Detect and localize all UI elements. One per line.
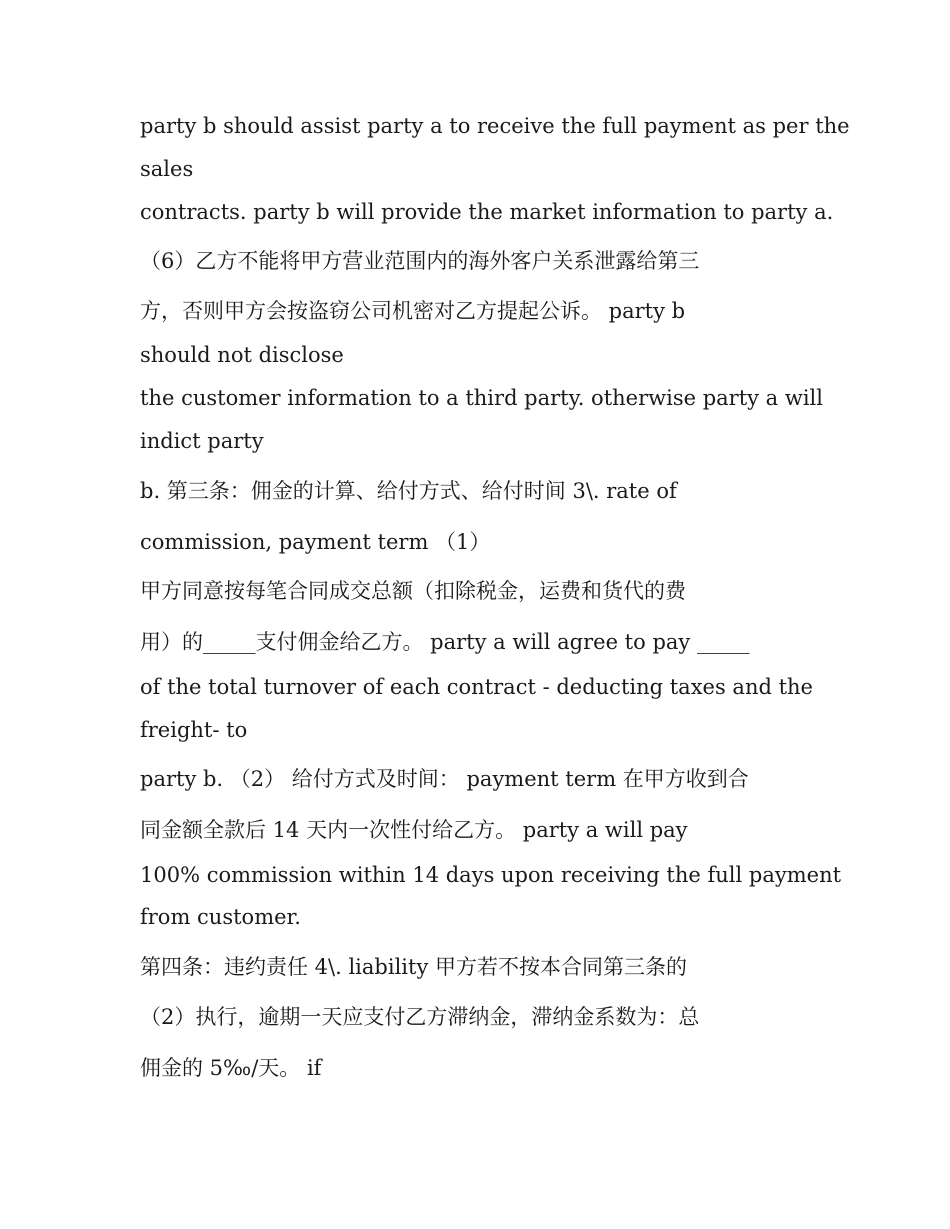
text-line: （6）乙方不能将甲方营业范围内的海外客户关系泄露给第三 [140,249,700,273]
text-line: 同金额全款后 14 天内一次性付给乙方。 party a will pay [140,818,688,842]
text-line: party b. （2） 给付方式及时间： payment term 在甲方收到合 [140,767,749,791]
text-line: （2）执行，逾期一天应支付乙方滞纳金，滞纳金系数为：总 [140,1005,700,1029]
text-line: 第四条：违约责任 4\. liability 甲方若不按本合同第三条的 [140,955,687,979]
text-line: party b should assist party a to receive the full payment as per the [140,114,850,138]
text-line: commission, payment term （1） [140,530,491,554]
text-line: 方，否则甲方会按盗窃公司机密对乙方提起公诉。 party b [140,299,686,323]
text-line: freight- to [140,718,248,742]
text-line: 佣金的 5‰/天。 if [140,1056,322,1080]
text-line: sales [140,157,194,181]
text-line: from customer. [140,905,301,929]
text-line: 用）的_____支付佣金给乙方。 party a will agree to pay _____ [140,630,750,654]
text-line: 甲方同意按每笔合同成交总额（扣除税金，运费和货代的费 [140,579,686,603]
text-line: the customer information to a third party. otherwise party a will [140,386,823,410]
text-line: contracts. party b will provide the market information to party a. [140,200,834,224]
text-line: of the total turnover of each contract - deducting taxes and the [140,675,813,699]
text-line: 100% commission within 14 days upon receiving the full payment [140,863,842,887]
text-line: should not disclose [140,343,344,367]
text-line: indict party [140,429,264,453]
text-line: b. 第三条：佣金的计算、给付方式、给付时间 3\. rate of [140,479,677,503]
